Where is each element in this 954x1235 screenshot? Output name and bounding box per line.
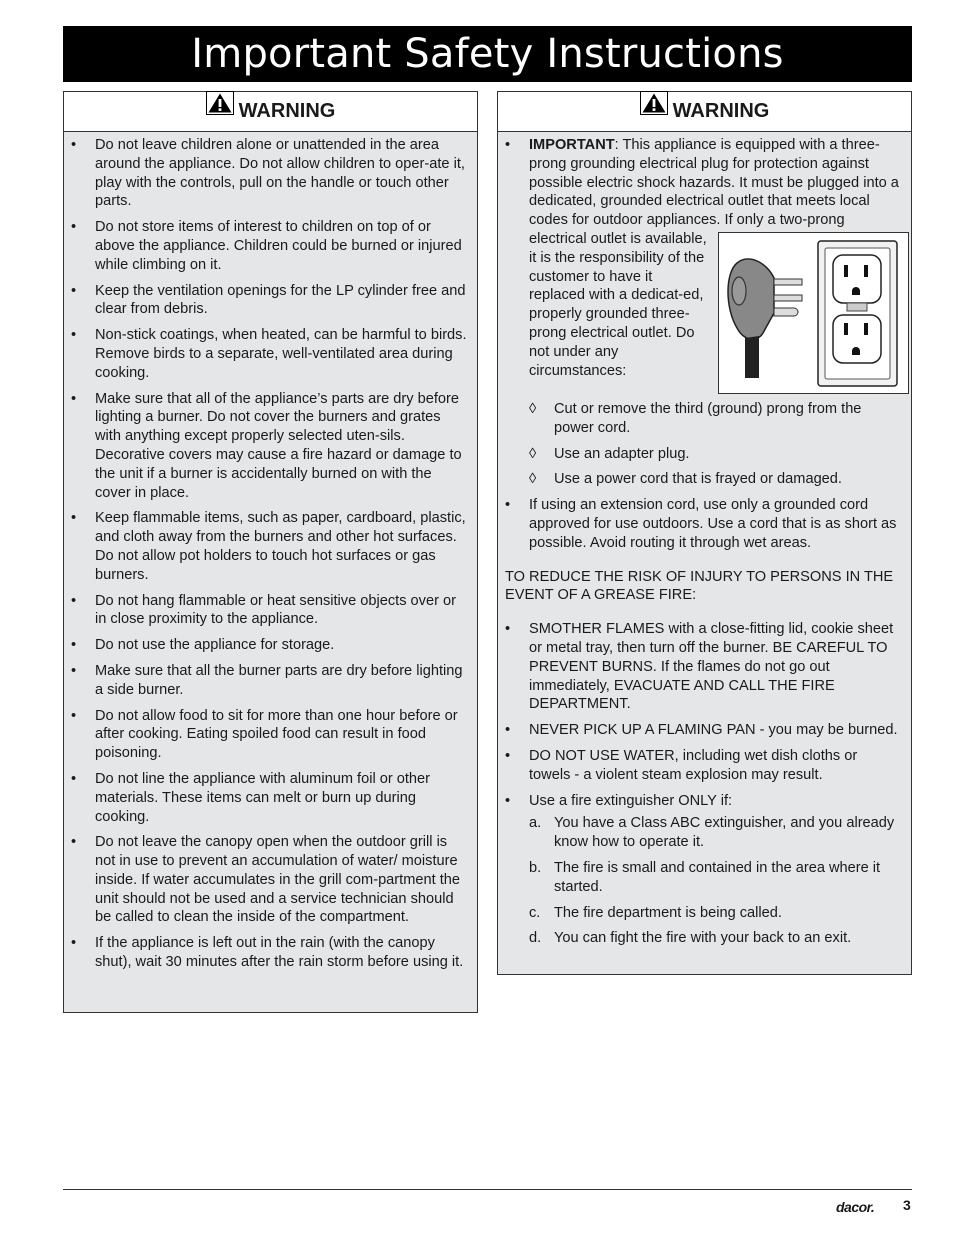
- list-item: • Do not leave children alone or unattended in the area around the appliance. Do not allow children to oper-ate it, play with the controls, pull on the handle or touch other parts.: [71, 137, 465, 210]
- list-item-text: Make sure that all the burner parts are dry before lighting a side burner.: [95, 662, 463, 698]
- sub-list-item-text: You can fight the fire with your back to an exit.: [554, 930, 852, 947]
- extinguisher-list: [529, 814, 899, 948]
- page-title: Important Safety Instructions: [63, 26, 912, 82]
- sub-list-item: c. The fire department is being called.: [529, 904, 782, 921]
- right-warning-title: WARNING: [672, 100, 770, 122]
- list-item-text: Non-stick coatings, when heated, can be harmful to birds. Remove birds to a separate, well-ventilated area during cooking.: [95, 327, 467, 381]
- extinguisher-intro: Use a fire extinguisher ONLY if:: [529, 792, 733, 809]
- plug-outlet-illustration: [718, 232, 909, 394]
- sub-list-item: d. You can fight the fire with your back to an exit.: [529, 930, 852, 947]
- list-item: • IMPORTANT: This appliance is equipped with a three-prong grounding electrical plug for protection against possible electric shock hazards. It must be plugged into a dedicated, grounded electrical outlet that meets local codes for outdoor appliances. If only a two-prong electrical outlet is available, it is the responsibility of the customer to have it replaced with a dedicat-ed, properly grounded three-prong electrical outlet. Do not under any circumstances: ◊ Cut or remove the third (ground) prong from the power cord. ◊ Use an adapter plug. ◊ Use a power cord that is frayed or damaged.: [529, 136, 899, 489]
- left-warning-panel: [63, 91, 478, 1013]
- extension-cord-text: If using an extension cord, use only a grounded cord approved for use outdoors. Use a cord that is as short as possible. Avoid routing it through wet areas.: [529, 497, 897, 551]
- list-item-text: If the appliance is left out in the rain (with the canopy shut), wait 30 minutes after the rain storm before using it.: [95, 935, 464, 971]
- sub-list-item: ◊ Use a power cord that is frayed or damaged.: [529, 471, 842, 488]
- list-item: • Make sure that all of the appliance’s parts are dry before lighting a burner. Do not cover the burners and grates with anything except properly selected uten-sils. Decorative covers may cause a fire hazard or damage to the unit if a burner is accidentally burned on with the cover in place.: [71, 390, 462, 501]
- list-item: • Do not allow food to sit for more than one hour before or after cooking. Eating spoiled food can result in food poisoning.: [71, 707, 458, 762]
- right-warning-header: [498, 92, 911, 132]
- list-item: • Make sure that all the burner parts are dry before lighting a side burner.: [71, 662, 463, 698]
- grease-fire-heading: TO REDUCE THE RISK OF INJURY TO PERSONS IN THE EVENT OF A GREASE FIRE:: [505, 568, 894, 604]
- list-item-text: Keep flammable items, such as paper, cardboard, plastic, and cloth away from the burners and other hot surfaces. Do not allow pot holders to touch hot surfaces or gas burners.: [95, 510, 466, 583]
- list-item-text: Do not allow food to sit for more than one hour before or after cooking. Eating spoiled food can result in food poisoning.: [95, 707, 458, 762]
- list-item-text: DO NOT USE WATER, including wet dish cloths or towels - a violent steam explosion may result.: [529, 747, 858, 783]
- important-text: : This appliance is equipped with a three-prong grounding electrical plug for protection against possible electric shock hazards. It must be plugged into a dedicated, grounded electrical outlet that meets local codes for outdoor appliances. If only: [529, 137, 899, 229]
- sub-list-item-text: The fire is small and contained in the area where it started.: [554, 859, 881, 895]
- list-item: • Keep the ventilation openings for the LP cylinder free and clear from debris.: [71, 282, 466, 318]
- page-number: 3: [903, 1197, 911, 1213]
- list-item-text: Keep the ventilation openings for the LP cylinder free and clear from debris.: [95, 282, 466, 318]
- list-item-text: Do not line the appliance with aluminum foil or other materials. These items can melt or burn up during cooking.: [95, 770, 431, 825]
- right-warning-list: [505, 136, 899, 553]
- grounded-plug-icon: [719, 233, 908, 393]
- list-item-text: Do not hang flammable or heat sensitive objects over or in close proximity to the appliance.: [95, 592, 456, 628]
- dont-list: [529, 400, 899, 489]
- sub-list-item: b. The fire is small and contained in the area where it started.: [529, 859, 881, 895]
- list-item: • DO NOT USE WATER, including wet dish cloths or towels - a violent steam explosion may result.: [505, 747, 858, 783]
- list-item-text: SMOTHER FLAMES with a close-fitting lid, cookie sheet or metal tray, then turn off the burner. BE CAREFUL TO PREVENT BURNS. If the flames do not go out immediately, EVACUATE AND CALL THE FIRE DEPARTMENT.: [529, 621, 894, 713]
- footer-divider: [63, 1189, 912, 1190]
- list-item: • If using an extension cord, use only a grounded cord approved for use outdoors. Use a cord that is as short as possible. Avoid routing it through wet areas.: [505, 497, 897, 551]
- sub-list-item-text: Cut or remove the third (ground) prong from the power cord.: [554, 400, 862, 436]
- sub-list-item: ◊ Cut or remove the third (ground) prong from the power cord.: [529, 400, 862, 436]
- left-warning-list: [71, 136, 469, 972]
- list-item: • Do not line the appliance with aluminum foil or other materials. These items can melt or burn up during cooking.: [71, 770, 431, 825]
- list-item-text: NEVER PICK UP A FLAMING PAN - you may be burned.: [529, 722, 898, 739]
- list-item: • NEVER PICK UP A FLAMING PAN - you may be burned.: [505, 722, 898, 739]
- list-item: • Do not leave the canopy open when the outdoor grill is not in use to prevent an accumulation of water/ moisture inside. If water accumulates in the grill com-partment the unit should not be used and a service technician should be called to clean the inside of the compartment.: [71, 834, 461, 926]
- list-item-text: Do not leave children alone or unattended in the area around the appliance. Do not allow children to oper-ate it, play with the controls, pull on the handle or touch other parts.: [95, 137, 465, 210]
- warning-icon: [640, 90, 668, 128]
- right-warning-panel: [497, 91, 912, 975]
- list-item: • Use a fire extinguisher ONLY if: a. You have a Class ABC extinguisher, and you already know how to operate it. b. The fire is small and contained in the area where it started. c. The fire department is being called. d. You can fight the fire with your back to an exit.: [529, 792, 899, 949]
- important-label: IMPORTANT: [529, 137, 615, 153]
- sub-list-item-text: Use an adapter plug.: [554, 445, 690, 462]
- list-item: • Non-stick coatings, when heated, can be harmful to birds. Remove birds to a separate, well-ventilated area during cooking.: [71, 327, 467, 381]
- list-item-text: Make sure that all of the appliance’s parts are dry before lighting a burner. Do not cover the burners and grates with anything except properly selected uten-sils. Decorative covers may cause a fire hazard or damage to the unit if a burner is accidentally burned on with the cover in place.: [95, 390, 462, 501]
- list-item-text: Do not leave the canopy open when the outdoor grill is not in use to prevent an accumulation of water/ moisture inside. If water accumulates in the grill com-partment the unit should not be used and a service technician should be called to clean the inside of the compartment.: [95, 834, 461, 926]
- list-item: • Keep flammable items, such as paper, cardboard, plastic, and cloth away from the burners and other hot surfaces. Do not allow pot holders to touch hot surfaces or gas burners.: [71, 510, 466, 583]
- list-item: • Do not use the appliance for storage.: [71, 637, 335, 654]
- sub-list-item-text: You have a Class ABC extinguisher, and you already know how to operate it.: [554, 815, 895, 851]
- left-warning-header: [64, 92, 477, 132]
- list-item-text: Do not store items of interest to children on top of or above the appliance. Children could be burned or injured while climbing on it.: [95, 219, 462, 273]
- important-text-cont: a two-prong electrical outlet is available, it is the responsibility of the customer to have it replaced with a dedicat-ed, properly grounded three-prong electrical outlet. Do not under any circumstances:: [529, 212, 845, 379]
- brand-logo: dacor.: [836, 1199, 875, 1215]
- list-item: • SMOTHER FLAMES with a close-fitting lid, cookie sheet or metal tray, then turn off the burner. BE CAREFUL TO PREVENT BURNS. If the flames do not go out immediately, EVACUATE AND CALL THE FIRE DEPARTMENT.: [505, 621, 894, 713]
- extinguisher-section: [505, 792, 899, 949]
- list-item: • Do not store items of interest to children on top of or above the appliance. Children could be burned or injured while climbing on it.: [71, 219, 462, 273]
- list-item: • If the appliance is left out in the rain (with the canopy shut), wait 30 minutes after the rain storm before using it.: [71, 935, 464, 971]
- sub-list-item-text: Use a power cord that is frayed or damaged.: [554, 471, 842, 488]
- list-item-text: Do not use the appliance for storage.: [95, 637, 335, 654]
- sub-list-item: ◊ Use an adapter plug.: [529, 445, 690, 462]
- list-item: • Do not hang flammable or heat sensitive objects over or in close proximity to the appliance.: [71, 592, 456, 628]
- sub-list-item: a. You have a Class ABC extinguisher, and you already know how to operate it.: [529, 815, 895, 851]
- warning-icon: [206, 90, 234, 128]
- sub-list-item-text: The fire department is being called.: [554, 904, 782, 921]
- grease-fire-list: [505, 620, 899, 784]
- left-warning-title: WARNING: [238, 100, 336, 122]
